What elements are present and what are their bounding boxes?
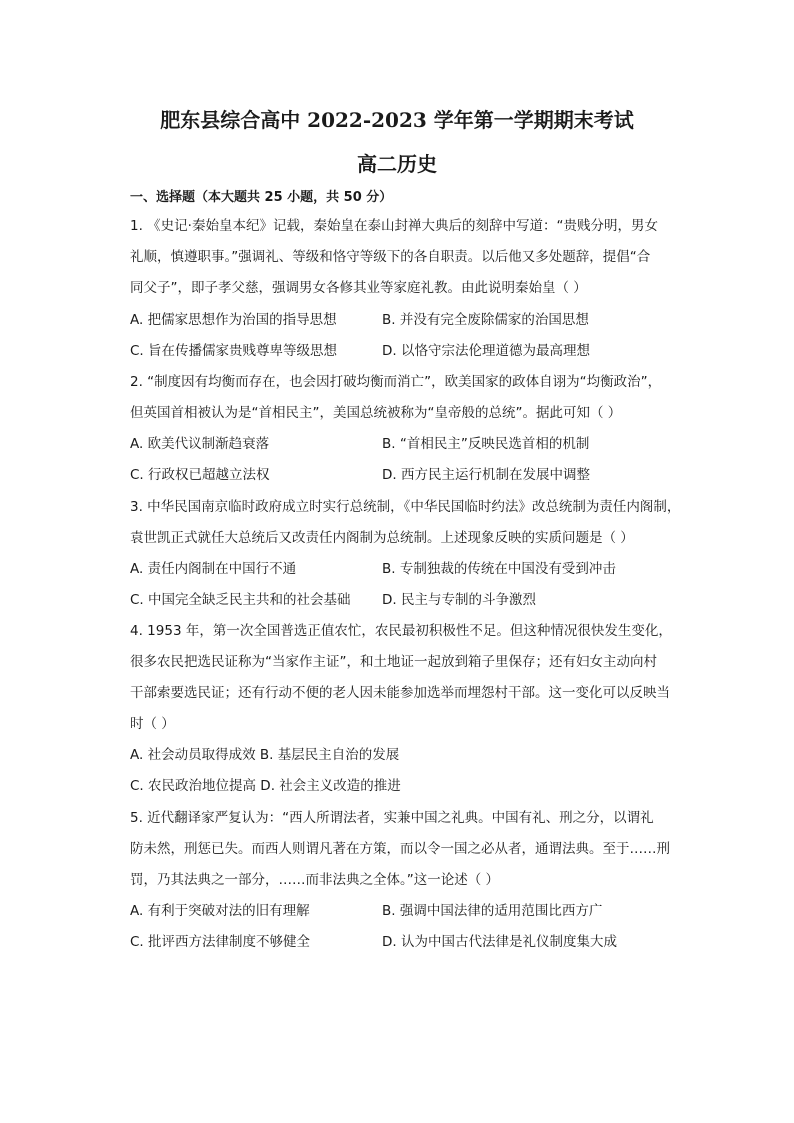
question-4-line-2: 很多农民把选民证称为“当家作主证”，和土地证一起放到箱子里保存；还有妇女主动向村 (130, 654, 657, 670)
exam-subject: 高二历史 (357, 152, 437, 176)
question-2-line-2: 但英国首相被认为是“首相民主”，美国总统被称为“皇帝般的总统”。据此可知（ ） (130, 405, 622, 421)
question-1-option-b[interactable]: B. 并没有完全废除儒家的治国思想 (382, 312, 589, 328)
question-1-option-a[interactable]: A. 把儒家思想作为治国的指导思想 (130, 312, 337, 328)
question-3-option-a[interactable]: A. 责任内阁制在中国行不通 (130, 561, 297, 577)
question-4-line-3: 干部索要选民证；还有行动不便的老人因未能参加选举而埋怨村干部。这一变化可以反映当 (130, 685, 670, 701)
question-5-option-a[interactable]: A. 有利于突破对法的旧有理解 (130, 903, 310, 919)
question-1-line-2: 礼顺，慎遵职事。”强调礼、等级和恪守等级下的各自职责。以后他又多处题辞，提倡“合 (130, 249, 651, 265)
question-2-option-b[interactable]: B. “首相民主”反映民选首相的机制 (382, 436, 590, 452)
question-1-line-1: 1. 《史记·秦始皇本纪》记载，秦始皇在泰山封禅大典后的刻辞中写道：“贵贱分明，男女 (130, 218, 658, 234)
question-3-option-c[interactable]: C. 中国完全缺乏民主共和的社会基础 (130, 592, 351, 608)
question-4-line-4: 时（ ） (130, 716, 175, 732)
question-1-line-3: 同父子”，即子孝父慈，强调男女各修其业等家庭礼教。由此说明秦始皇（ ） (130, 280, 587, 296)
question-5-option-b[interactable]: B. 强调中国法律的适用范围比西方广 (382, 903, 603, 919)
question-1-option-d[interactable]: D. 以恪守宗法伦理道德为最高理想 (382, 343, 590, 359)
question-2-option-a[interactable]: A. 欧美代议制渐趋衰落 (130, 436, 270, 452)
question-4-options-row-2[interactable]: C. 农民政治地位提高 D. 社会主义改造的推进 (130, 778, 401, 794)
question-5-option-d[interactable]: D. 认为中国古代法律是礼仪制度集大成 (382, 934, 617, 950)
question-2-option-d[interactable]: D. 西方民主运行机制在发展中调整 (382, 467, 590, 483)
question-5-option-c[interactable]: C. 批评西方法律制度不够健全 (130, 934, 311, 950)
question-5-line-2: 防未然，刑惩已失。而西人则谓凡著在方策，而以令一国之必从者，通谓法典。至于……刑 (130, 841, 670, 857)
question-4-options-row-1[interactable]: A. 社会动员取得成效 B. 基层民主自治的发展 (130, 747, 400, 763)
question-3-option-d[interactable]: D. 民主与专制的斗争激烈 (382, 592, 536, 608)
question-3-option-b[interactable]: B. 专制独裁的传统在中国没有受到冲击 (382, 561, 616, 577)
question-5-line-1: 5. 近代翻译家严复认为：“西人所谓法者，实兼中国之礼典。中国有礼、刑之分，以谓礼 (130, 810, 654, 826)
section-heading: 一、选择题（本大题共 25 小题，共 50 分） (130, 190, 393, 205)
question-4-line-1: 4. 1953 年，第一次全国普选正值农忙，农民最初积极性不足。但这种情况很快发生变化， (130, 623, 672, 639)
question-2-line-1: 2. “制度因有均衡而存在，也会因打破均衡而消亡”，欧美国家的政体自诩为“均衡政治”， (130, 374, 662, 390)
question-1-option-c[interactable]: C. 旨在传播儒家贵贱尊卑等级思想 (130, 343, 338, 359)
question-3-line-1: 3. 中华民国南京临时政府成立时实行总统制，《中华民国临时约法》改总统制为责任内阁制， (130, 499, 681, 515)
question-2-option-c[interactable]: C. 行政权已超越立法权 (130, 467, 270, 483)
question-5-line-3: 罚，乃其法典之一部分，……而非法典之全体。”这一论述（ ） (130, 872, 500, 888)
question-3-line-2: 袁世凯正式就任大总统后又改责任内阁制为总统制。上述现象反映的实质问题是（ ） (130, 530, 634, 546)
exam-title: 肥东县综合高中 2022-2023 学年第一学期期末考试 (160, 108, 634, 132)
